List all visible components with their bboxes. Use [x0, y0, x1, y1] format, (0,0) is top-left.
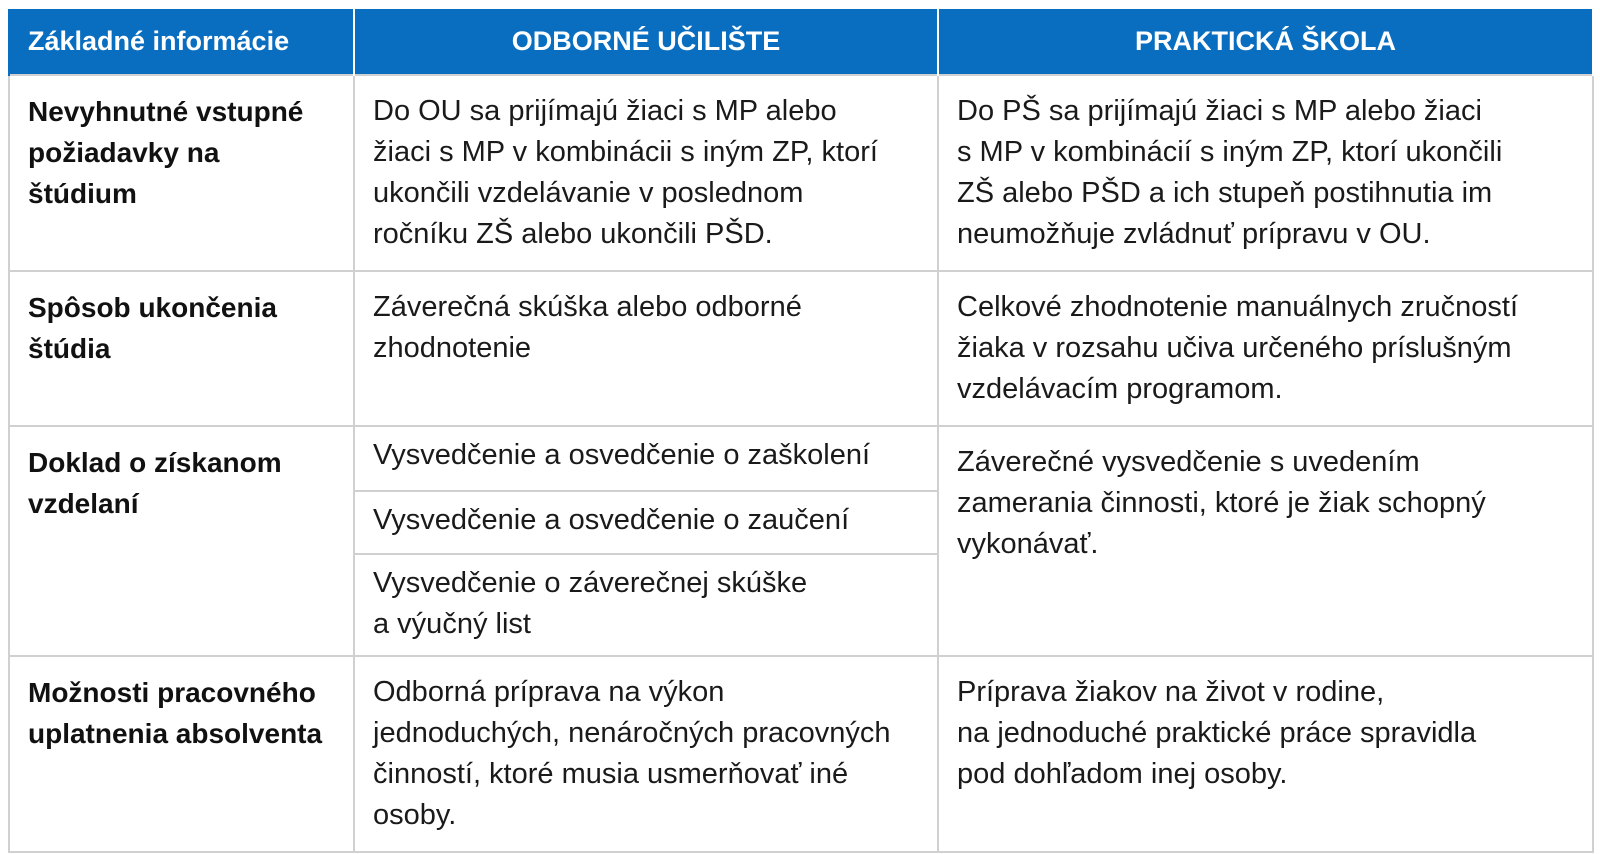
cell-ps-completion: Celkové zhodnotenie manuálnych zručností žiaka v rozsahu učiva určeného príslušným vzdelávacím programom.	[938, 271, 1593, 426]
cell-ou-certificate-item: Vysvedčenie o záverečnej skúške a výučný list	[354, 554, 938, 656]
table-header-row	[9, 9, 1593, 75]
header-vocational-school: ODBORNÉ UČILIŠTE	[354, 9, 938, 75]
cell-ou-completion: Záverečná skúška alebo odborné zhodnotenie	[354, 271, 938, 426]
table-row-certificate	[9, 426, 1593, 491]
comparison-table	[8, 9, 1594, 853]
table-row-entry-requirements	[9, 75, 1593, 271]
cell-ou-certificate-item: Vysvedčenie a osvedčenie o zaškolení	[354, 426, 938, 491]
cell-ps-employment: Príprava žiakov na život v rodine, na jednoduché praktické práce spravidla pod dohľadom inej osoby.	[938, 656, 1593, 852]
row-label-employment: Možnosti pracovného uplatnenia absolventa	[9, 656, 354, 852]
comparison-table-wrapper	[8, 9, 1592, 853]
row-label-completion: Spôsob ukončenia štúdia	[9, 271, 354, 426]
cell-ps-certificate: Záverečné vysvedčenie s uvedením zamerania činnosti, ktoré je žiak schopný vykonávať.	[938, 426, 1593, 656]
header-basic-info: Základné informácie	[9, 9, 354, 75]
row-label-entry-requirements: Nevyhnutné vstupné požiadavky na štúdium	[9, 75, 354, 271]
cell-ou-employment: Odborná príprava na výkon jednoduchých, nenáročných pracovných činností, ktoré musia usmerňovať iné osoby.	[354, 656, 938, 852]
header-practical-school: PRAKTICKÁ ŠKOLA	[938, 9, 1593, 75]
cell-ou-certificate-item: Vysvedčenie a osvedčenie o zaučení	[354, 491, 938, 554]
cell-ps-entry-requirements: Do PŠ sa prijímajú žiaci s MP alebo žiaci s MP v kombinácií s iným ZP, ktorí ukončili ZŠ alebo PŠD a ich stupeň postihnutia im neumožňuje zvládnuť prípravu v OU.	[938, 75, 1593, 271]
row-label-certificate: Doklad o získanom vzdelaní	[9, 426, 354, 656]
table-row-completion	[9, 271, 1593, 426]
cell-ou-entry-requirements: Do OU sa prijímajú žiaci s MP alebo žiaci s MP v kombinácii s iným ZP, ktorí ukončili vzdelávanie v poslednom ročníku ZŠ alebo ukončili PŠD.	[354, 75, 938, 271]
table-row-employment	[9, 656, 1593, 852]
